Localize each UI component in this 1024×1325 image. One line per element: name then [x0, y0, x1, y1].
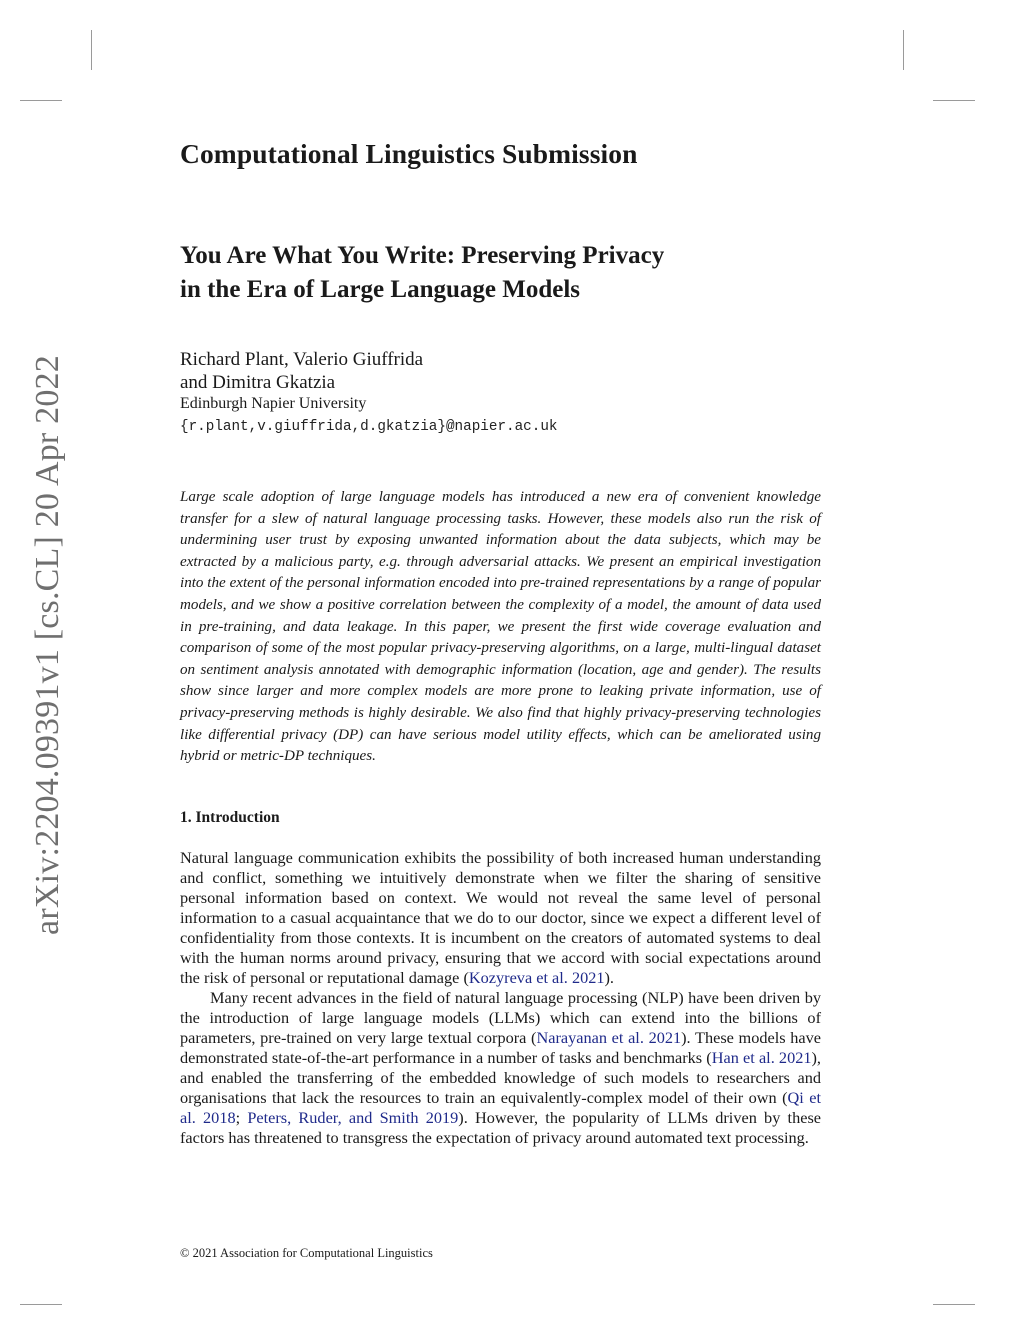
citation-kozyreva-2021[interactable]: Kozyreva et al. 2021 — [468, 968, 605, 987]
crop-mark-right-upper — [933, 100, 975, 101]
paper-title-line-1: You Are What You Write: Preserving Privacy — [180, 242, 665, 269]
intro-p2-text-b: ). These models have demonstrated state-of-the-art performance in a number of tasks and benchmarks ( — [180, 1028, 821, 1067]
crop-mark-left-upper — [20, 100, 62, 101]
arxiv-identifier: arXiv:2204.09391v1 [cs.CL] 20 Apr 2022 — [29, 355, 66, 935]
author-emails: {r.plant,v.giuffrida,d.gkatzia}@napier.ac.uk — [180, 419, 558, 435]
crop-mark-left-lower — [20, 1304, 62, 1305]
intro-p2-text-c: ), and enabled the transferring of the embedded knowledge of such models to researchers and organisations that lack the resources to train an equivalently-complex model of their own ( — [180, 1048, 821, 1107]
intro-p2-text-a: Many recent advances in the field of natural language processing (NLP) have been driven by the introduction of large language models (LLMs) which can extend into the billions of parameters, pre-trained on very large textual corpora ( — [180, 988, 821, 1047]
affiliation: Edinburgh Napier University — [180, 395, 367, 412]
intro-p1-text-a: Natural language communication exhibits the possibility of both increased human understanding and conflict, something we intuitively demonstrate when we filter the sharing of sensitive personal information based on context. We would not reveal the same level of personal information to a casual acquaintance that we do to our doctor, since we expect a different level of confidentiality from those contexts. It is incumbent on the creators of automated systems to deal with the human norms around privacy, ensuring that we accord with social expectations around the risk of personal or reputational damage ( — [180, 848, 821, 987]
authors-line-1: Richard Plant, Valerio Giuffrida — [180, 349, 424, 370]
section-heading-introduction: 1. Introduction — [180, 809, 280, 826]
citation-narayanan-2021[interactable]: Narayanan et al. 2021 — [536, 1028, 682, 1047]
intro-p2-text-d: ). However, the popularity of LLMs driven by these factors has threatened to transgress the expectation of privacy around automated text processing. — [180, 1108, 822, 1147]
paper-title-line-2: in the Era of Large Language Models — [180, 276, 580, 303]
journal-title: Computational Linguistics Submission — [180, 138, 638, 169]
intro-paragraph-2 — [180, 988, 821, 1148]
citation-han-2021[interactable]: Han et al. 2021 — [711, 1048, 812, 1067]
paper-title — [180, 239, 664, 307]
introduction-body — [180, 848, 821, 1148]
crop-mark-top-right — [903, 30, 904, 70]
author-list — [180, 348, 423, 394]
crop-mark-right-lower — [933, 1304, 975, 1305]
intro-p1-text-b: ). — [604, 968, 615, 987]
intro-paragraph-1 — [180, 848, 821, 988]
crop-mark-top-left — [91, 30, 92, 70]
copyright-footer: © 2021 Association for Computational Linguistics — [180, 1246, 433, 1260]
citation-qi-2018[interactable]: Qi et al. 2018 — [180, 1088, 822, 1127]
authors-line-2: and Dimitra Gkatzia — [180, 372, 336, 393]
abstract: Large scale adoption of large language models has introduced a new era of convenient knowledge transfer for a slew of natural language processing tasks. However, these models also run the risk of undermining user trust by exposing unwanted information about the data subjects, which may be extracted by a malicious party, e.g. through adversarial attacks. We present an empirical investigation into the extent of the personal information encoded into pre-trained representations by a range of popular models, and we show a positive correlation between the complexity of a model, the amount of data used in pre-training, and data leakage. In this paper, we present the first wide coverage evaluation and comparison of some of the most popular privacy-preserving algorithms, on a large, multi-lingual dataset on sentiment analysis annotated with demographic information (location, age and gender). The results show since larger and more complex models are more prone to leaking private information, use of privacy-preserving methods is highly desirable. We also find that highly privacy-preserving technologies like differential privacy (DP) can have serious model utility effects, which can be ameliorated using hybrid or metric-DP techniques. — [180, 489, 821, 765]
citation-separator: ; — [235, 1108, 248, 1127]
citation-peters-2019[interactable]: Peters, Ruder, and Smith 2019 — [247, 1108, 459, 1127]
